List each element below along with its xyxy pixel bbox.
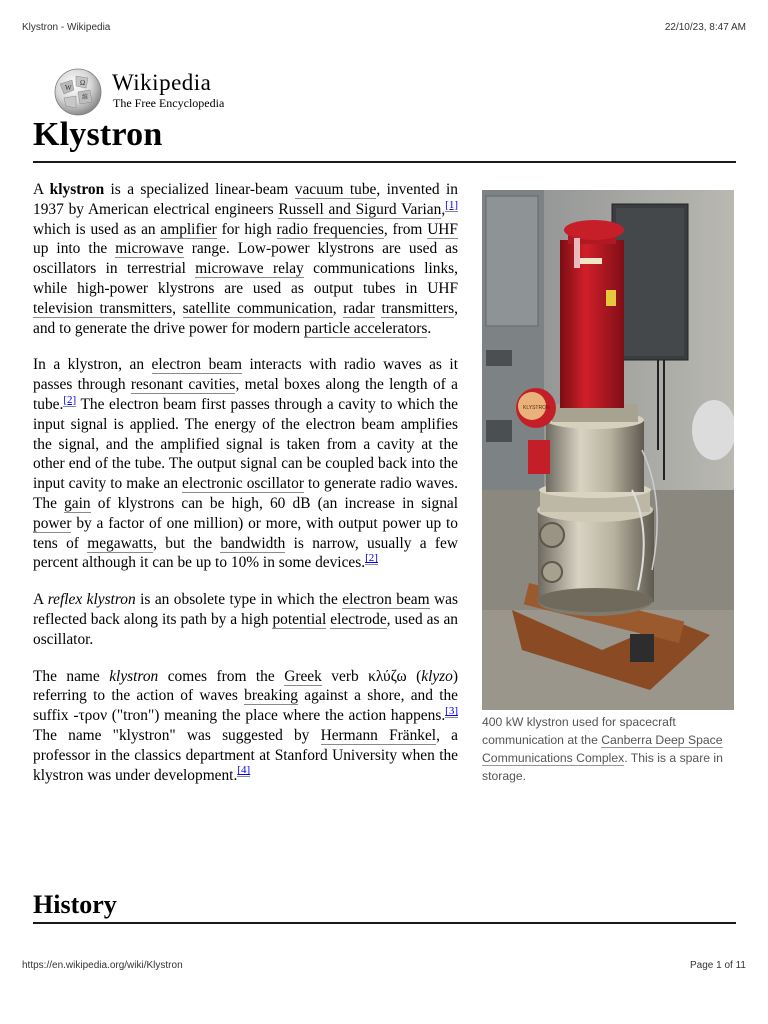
svg-text:Ω: Ω xyxy=(80,79,86,87)
page-title: Klystron xyxy=(33,116,163,153)
link-microwave[interactable]: microwave xyxy=(115,240,184,258)
link-radio-frequencies[interactable]: radio frequencies xyxy=(276,220,384,238)
article-body xyxy=(33,180,736,802)
etymology-paragraph: The name klystron comes from the Greek verb κλύζω (klyzo) referring to the action of waves breaking against a shore, and the suffix -τρον ("tron") meaning the place where the action happens.[3] The name "klystron" was suggested by Hermann Fränkel, a professor in the classics department at Stanford University when the klystron was under development.[4] xyxy=(33,667,459,784)
link-electron-beam[interactable]: electron beam xyxy=(151,356,242,374)
link-greek[interactable]: Greek xyxy=(284,667,322,685)
link-varian-brothers[interactable]: Russell and Sigurd Varian xyxy=(278,200,442,218)
term-klystron: klystron xyxy=(49,181,105,198)
print-url: https://en.wikipedia.org/wiki/Klystron xyxy=(22,960,183,971)
klystron-photo[interactable] xyxy=(482,190,734,710)
caption-text: 400 kW klystron used for spacecraft communication at the xyxy=(482,715,676,747)
citation-3[interactable]: [3] xyxy=(445,705,458,717)
wikipedia-logo[interactable] xyxy=(52,66,252,118)
term-klystron-italic: klystron xyxy=(109,667,159,685)
section-heading-history: History xyxy=(33,890,117,919)
print-page-number: Page 1 of 11 xyxy=(690,960,746,971)
link-electrode[interactable]: electrode xyxy=(330,610,387,628)
link-megawatts[interactable]: megawatts xyxy=(87,534,154,552)
link-radar[interactable]: radar xyxy=(343,299,375,317)
print-datetime: 22/10/23, 8:47 AM xyxy=(664,22,746,33)
link-particle-accelerators[interactable]: particle accelerators xyxy=(303,319,428,337)
infobox-figure xyxy=(482,190,736,785)
svg-text:維: 維 xyxy=(82,94,89,101)
link-resonant-cavities[interactable]: resonant cavities xyxy=(130,376,236,394)
reflex-paragraph: A reflex klystron is an obsolete type in which the electron beam was reflected back along its path by a high potential electrode, used as an oscillator. xyxy=(33,591,458,648)
citation-1[interactable]: [1] xyxy=(445,198,458,211)
figure-caption xyxy=(482,713,736,785)
link-power[interactable]: power xyxy=(33,514,72,532)
link-gain[interactable]: gain xyxy=(64,494,91,512)
citation-4[interactable]: [4] xyxy=(237,764,251,777)
svg-text:W: W xyxy=(65,84,72,92)
citation-2[interactable]: [2] xyxy=(365,552,378,565)
link-electron-beam[interactable]: electron beam xyxy=(342,591,430,609)
print-footer xyxy=(22,960,746,974)
link-bandwidth[interactable]: bandwidth xyxy=(220,534,286,552)
term-klyzo: klyzo xyxy=(421,667,453,685)
intro-paragraph: A klystron is a specialized linear-beam vacuum tube, invented in 1937 by American electrical engineers Russell and Sigurd Varian,[1] which is used as an amplifier for high radio frequencies, from UHF up into the microwave range. Low-power klystrons are used as oscillators in terrestrial microwave relay communications links, while high-power klystrons are used as output tubes in UHF television transmitters, satellite communication, radar transmitters, and to generate the drive power for modern particle accelerators. xyxy=(33,181,458,337)
section-divider xyxy=(33,922,736,924)
link-breaking[interactable]: breaking xyxy=(244,687,298,705)
link-hermann-frankel[interactable]: Hermann Fränkel xyxy=(320,726,437,744)
canberra-deep-space-link[interactable]: Canberra Deep Space Communications Complex xyxy=(482,733,723,765)
link-electronic-oscillator[interactable]: electronic oscillator xyxy=(182,475,304,493)
wikipedia-wordmark: Wikipedia xyxy=(112,70,212,95)
link-amplifier[interactable]: amplifier xyxy=(160,220,217,238)
wikipedia-globe-icon xyxy=(52,66,104,118)
link-vacuum-tube[interactable]: vacuum tube xyxy=(294,181,377,198)
link-television-transmitters[interactable]: television transmitters xyxy=(33,299,173,317)
link-potential[interactable]: potential xyxy=(272,610,327,628)
operation-paragraph: In a klystron, an electron beam interacts with radio waves as it passes through resonant cavities, metal boxes along the length of a tube.[2] The electron beam first passes through a cavity to which the input signal is applied. The energy of the electron beam amplifies the signal, and the amplified signal is taken from a cavity at the other end of the tube. The output signal can be coupled back into the input cavity to make an electronic oscillator to generate radio waves. The gain of klystrons can be high, 60 dB (an increase in signal power by a factor of one million) or more, with output power up to tens of megawatts, but the bandwidth is narrow, usually a few percent although it can be up to 10% in some devices.[2] xyxy=(33,356,458,572)
citation-2[interactable]: [2] xyxy=(63,393,77,406)
wikipedia-tagline: The Free Encyclopedia xyxy=(113,96,225,110)
link-transmitters[interactable]: transmitters xyxy=(381,299,455,317)
term-reflex-klystron: reflex klystron xyxy=(47,591,136,609)
link-uhf[interactable]: UHF xyxy=(427,220,458,238)
link-satellite-communication[interactable]: satellite communication xyxy=(182,299,333,317)
print-page-title: Klystron - Wikipedia xyxy=(22,22,111,33)
link-microwave-relay[interactable]: microwave relay xyxy=(195,260,304,278)
svg-text:KLYSTRON: KLYSTRON xyxy=(523,405,550,411)
caption-text: . This is a spare in storage. xyxy=(482,751,723,783)
print-header xyxy=(22,22,746,36)
title-divider xyxy=(33,161,736,163)
